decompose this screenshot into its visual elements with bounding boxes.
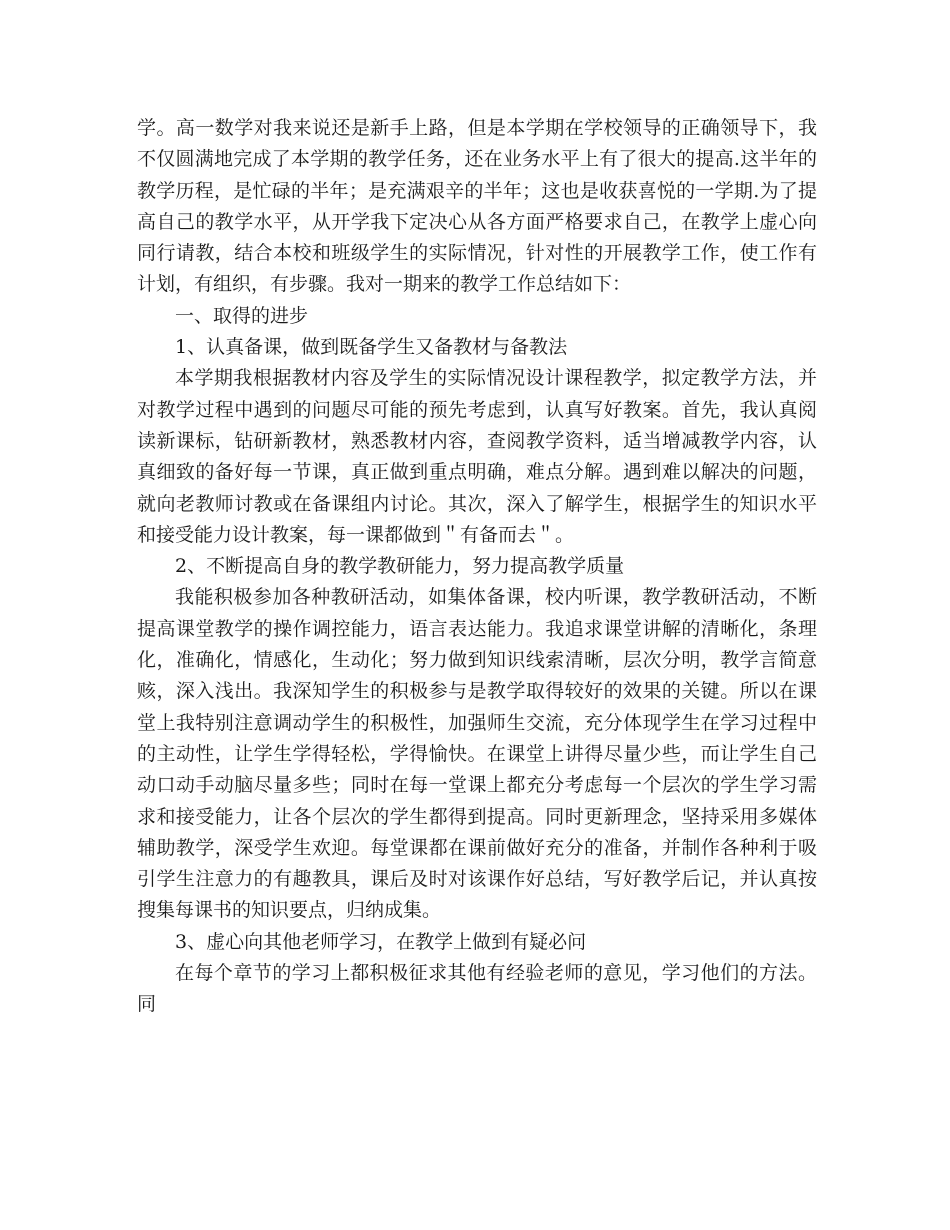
paragraph-intro: 学。高一数学对我来说还是新手上路，但是本学期在学校领导的正确领导下，我不仅圆满地完成了本学期的教学任务，还在业务水平上有了很大的提高.这半年的教学历程，是忙碌的半年；是充满艰辛的半年；这也是收获喜悦的一学期.为了提高自己的教学水平，从开学我下定决心从各方面严格要求自己，在教学上虚心向同行请教，结合本校和班级学生的实际情况，针对性的开展教学工作，使工作有计划，有组织，有步骤。我对一期来的教学工作总结如下： bbox=[137, 117, 817, 296]
subheading-teaching-ability: 2、不断提高自身的教学教研能力，努力提高教学质量 bbox=[175, 555, 625, 578]
paragraph-teaching-ability: 我能积极参加各种教研活动，如集体备课，校内听课，教学教研活动，不断提高课堂教学的操作调控能力，语言表达能力。我追求课堂讲解的清晰化，条理化，准确化，情感化，生动化；努力做到知识线索清晰，层次分明，教学言简意赅，深入浅出。我深知学生的积极参与是教学取得较好的效果的关键。所以在课堂上我特别注意调动学生的积极性，加强师生交流，充分体现学生在学习过程中的主动性，让学生学得轻松，学得愉快。在课堂上讲得尽量少些，而让学生自己动口动手动脑尽量多些；同时在每一堂课上都充分考虑每一个层次的学生学习需求和接受能力，让各个层次的学生都得到提高。同时更新理念，坚持采用多媒体辅助教学，深受学生欢迎。每堂课都在课前做好充分的准备，并制作各种利于吸引学生注意力的有趣教具，课后及时对该课作好总结，写好教学后记，并认真按搜集每课书的知识要点，归纳成集。 bbox=[137, 586, 817, 922]
paragraph-learn-from-others: 在每个章节的学习上都积极征求其他有经验老师的意见，学习他们的方法。同 bbox=[137, 962, 817, 1016]
document-body bbox=[137, 113, 817, 1021]
section-heading-progress: 一、取得的进步 bbox=[175, 304, 309, 327]
subheading-lesson-prep: 1、认真备课，做到既备学生又备教材与备教法 bbox=[175, 336, 568, 359]
paragraph-lesson-prep: 本学期我根据教材内容及学生的实际情况设计课程教学，拟定教学方法，并对教学过程中遇到的问题尽可能的预先考虑到，认真写好教案。首先，我认真阅读新课标，钻研新教材，熟悉教材内容，查阅教学资料，适当增减教学内容，认真细致的备好每一节课，真正做到重点明确，难点分解。遇到难以解决的问题，就向老教师讨教或在备课组内讨论。其次，深入了解学生，根据学生的知识水平和接受能力设计教案，每一课都做到＂有备而去＂。 bbox=[137, 367, 817, 546]
subheading-learn-from-others: 3、虚心向其他老师学习，在教学上做到有疑必问 bbox=[175, 930, 587, 953]
